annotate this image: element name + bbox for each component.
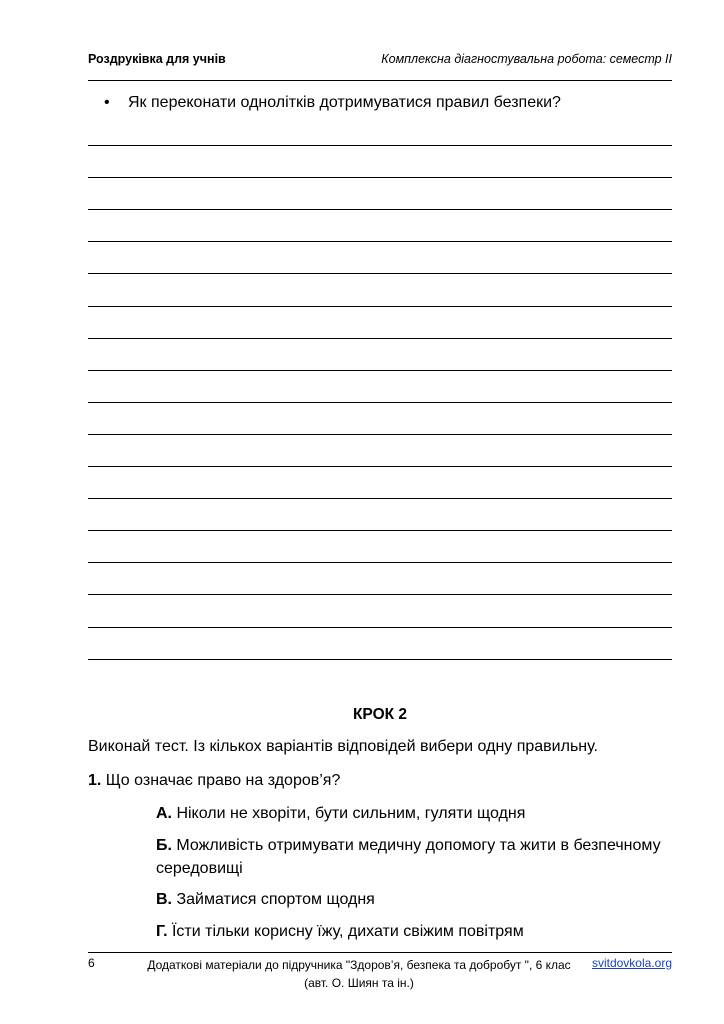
option-a-text: Ніколи не хворіти, бути сильним, гуляти щодня [172, 805, 526, 822]
page-header [88, 50, 672, 72]
answer-line[interactable] [88, 530, 672, 531]
answer-line[interactable] [88, 562, 672, 563]
header-divider [88, 80, 672, 81]
answer-line[interactable] [88, 402, 672, 403]
answer-line[interactable] [88, 498, 672, 499]
question-1-text: Що означає право на здоров’я? [101, 772, 341, 789]
option-c-text: Займатися спортом щодня [172, 891, 375, 908]
answer-line[interactable] [88, 338, 672, 339]
answer-line[interactable] [88, 434, 672, 435]
header-right-title: Комплексна діагностувальна робота: семестр ІІ [381, 52, 672, 66]
option-b-letter: Б. [156, 837, 172, 854]
question-1 [88, 772, 340, 790]
answer-line[interactable] [88, 145, 672, 146]
option-a[interactable] [156, 802, 676, 825]
option-d-letter: Г. [156, 923, 168, 940]
option-c[interactable] [156, 888, 676, 911]
answer-line[interactable] [88, 177, 672, 178]
bullet-icon: • [104, 94, 110, 111]
answer-line[interactable] [88, 241, 672, 242]
question-1-number: 1. [88, 772, 102, 789]
option-b-text: Можливість отримувати медичну допомогу та жити в безпечному середовищі [156, 837, 661, 877]
answer-line[interactable] [88, 659, 672, 660]
option-d-text: Їсти тільки корисну їжу, дихати свіжим повітрям [167, 923, 524, 940]
answer-line[interactable] [88, 466, 672, 467]
answer-line[interactable] [88, 306, 672, 307]
step-title: КРОК 2 [352, 706, 408, 723]
footer-source [136, 956, 582, 992]
answer-line[interactable] [88, 370, 672, 371]
option-c-letter: В. [156, 891, 172, 908]
header-left-title: Роздруківка для учнів [88, 52, 226, 66]
answer-line[interactable] [88, 273, 672, 274]
bullet-question [104, 94, 561, 112]
footer-site-link[interactable]: svitdovkola.org [591, 956, 672, 970]
footer-divider [88, 952, 672, 953]
answer-line[interactable] [88, 627, 672, 628]
page-number: 6 [88, 956, 95, 970]
answer-line[interactable] [88, 594, 672, 595]
test-instruction: Виконай тест. Із кількох варіантів відповідей вибери одну правильну. [88, 738, 598, 755]
option-b[interactable] [156, 834, 676, 880]
question-text: Як переконати однолітків дотримуватися правил безпеки? [128, 94, 561, 111]
option-d[interactable] [156, 920, 676, 943]
footer-source-line1: Додаткові матеріали до підручника "Здоров’я, безпека та добробут ", 6 клас [147, 958, 571, 972]
answer-line[interactable] [88, 209, 672, 210]
option-a-letter: А. [156, 805, 172, 822]
footer-source-line2: (авт. О. Шиян та ін.) [304, 976, 414, 990]
